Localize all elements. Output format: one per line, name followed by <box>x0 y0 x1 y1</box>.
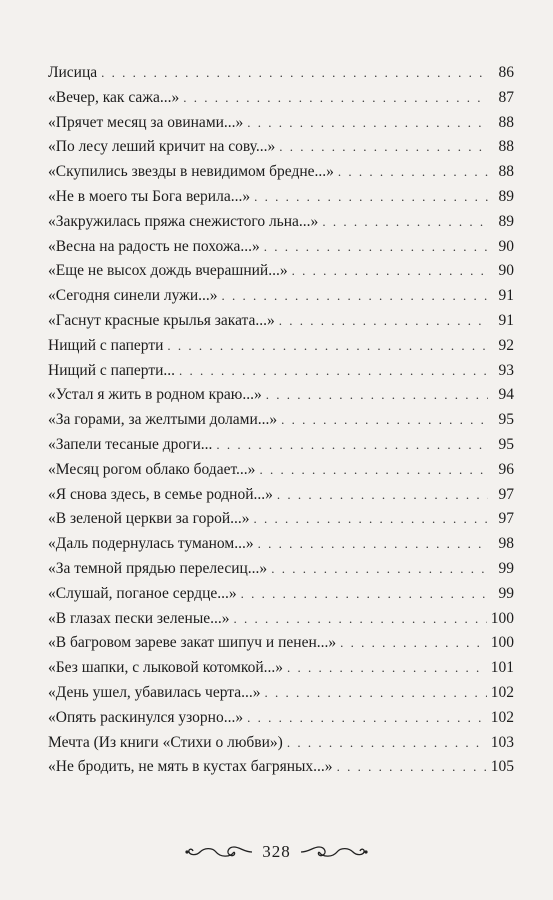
toc-entry <box>48 138 514 163</box>
toc-entry-page: 91 <box>498 287 514 305</box>
toc-entry-page: 90 <box>498 262 514 280</box>
dot-leader <box>183 90 488 106</box>
toc-entry-title: Нищий с паперти... <box>48 361 176 379</box>
dot-leader <box>101 65 488 81</box>
toc-entry-title: «Еще не высох дождь вчерашний...» <box>48 262 288 280</box>
toc-entry <box>48 461 514 486</box>
toc-entry-page: 96 <box>498 460 514 478</box>
dot-leader <box>167 338 488 354</box>
toc-entry <box>48 213 514 238</box>
toc-entry-page: 99 <box>498 559 514 577</box>
toc-entry <box>48 758 514 783</box>
toc-entry-title: «За темной прядью перелесиц...» <box>48 559 268 577</box>
toc-entry-title: «Сегодня синели лужи...» <box>48 287 218 305</box>
dot-leader <box>264 239 488 255</box>
scroll-flourish-icon <box>184 844 254 860</box>
dot-leader <box>271 561 488 577</box>
toc-entry <box>48 734 514 759</box>
toc-entry <box>48 634 514 659</box>
toc-entry-title: «Без шапки, с лыковой котомкой...» <box>48 659 284 677</box>
toc-entry-title: «В багровом зареве закат шипуч и пенен...» <box>48 634 337 652</box>
toc-entry-title: Лисица <box>48 64 98 81</box>
toc-entry-title: «День ушел, убавилась черта...» <box>48 683 261 701</box>
page-footer <box>0 842 553 862</box>
toc-entry <box>48 486 514 511</box>
dot-leader <box>234 611 487 627</box>
toc-entry-page: 88 <box>498 138 514 156</box>
toc-entry-title: «Я снова здесь, в семье родной...» <box>48 485 273 503</box>
toc-entry-page: 98 <box>498 535 514 553</box>
toc-entry-page: 95 <box>498 435 514 453</box>
toc-entry <box>48 238 514 263</box>
toc-entry <box>48 411 514 436</box>
table-of-contents <box>48 64 514 783</box>
toc-entry <box>48 684 514 709</box>
dot-leader <box>338 164 488 180</box>
dot-leader <box>287 660 487 676</box>
dot-leader <box>258 536 488 552</box>
toc-entry-title: «Опять раскинулся узорно...» <box>48 708 244 726</box>
dot-leader <box>222 288 488 304</box>
toc-entry-page: 105 <box>490 758 514 776</box>
toc-entry-page: 92 <box>498 336 514 354</box>
scroll-flourish-icon <box>299 844 369 860</box>
toc-entry <box>48 262 514 287</box>
toc-entry-title: «Весна на радость не похожа...» <box>48 237 260 255</box>
dot-leader <box>266 387 488 403</box>
toc-entry-title: «Прячет месяц за овинами...» <box>48 113 244 131</box>
toc-entry-title: «Не бродить, не мять в кустах багряных...» <box>48 758 333 776</box>
toc-entry-title: Мечта (Из книги «Стихи о любви») <box>48 733 283 751</box>
toc-entry-page: 100 <box>490 634 514 652</box>
toc-entry-title: «Запели тесаные дроги... <box>48 435 213 453</box>
dot-leader <box>241 586 488 602</box>
toc-entry-page: 103 <box>490 733 514 751</box>
dot-leader <box>216 437 488 453</box>
toc-entry <box>48 659 514 684</box>
toc-entry-page: 102 <box>490 683 514 701</box>
toc-entry-page: 87 <box>498 88 514 106</box>
toc-entry <box>48 64 514 89</box>
dot-leader <box>179 363 488 379</box>
dot-leader <box>264 685 486 701</box>
dot-leader <box>340 635 487 651</box>
toc-entry-page: 89 <box>498 187 514 205</box>
toc-entry-title: «Скупились звезды в невидимом бредне...» <box>48 163 334 181</box>
dot-leader <box>287 735 487 751</box>
toc-entry-page: 95 <box>498 411 514 429</box>
toc-entry <box>48 287 514 312</box>
dot-leader <box>279 313 488 329</box>
toc-entry-title: «Вечер, как сажа...» <box>48 88 180 106</box>
toc-entry <box>48 436 514 461</box>
toc-entry-page: 100 <box>490 609 514 627</box>
dot-leader <box>254 511 488 527</box>
toc-entry <box>48 312 514 337</box>
toc-entry-page: 88 <box>498 163 514 181</box>
dot-leader <box>279 139 488 155</box>
toc-entry <box>48 709 514 734</box>
toc-entry-title: «В глазах пески зеленые...» <box>48 609 230 627</box>
page-number: 328 <box>262 842 291 861</box>
toc-entry-title: «Гаснут красные крылья заката...» <box>48 311 275 329</box>
dot-leader <box>247 710 487 726</box>
toc-entry <box>48 163 514 188</box>
dot-leader <box>247 115 488 131</box>
toc-entry-page: 101 <box>490 659 514 677</box>
toc-entry <box>48 585 514 610</box>
dot-leader <box>292 263 488 279</box>
toc-entry-title: «По лесу леший кричит на сову...» <box>48 138 276 156</box>
toc-entry-title: «Не в моего ты Бога верила...» <box>48 187 251 205</box>
toc-entry-page: 102 <box>490 708 514 726</box>
dot-leader <box>254 189 488 205</box>
toc-entry-page: 99 <box>498 584 514 602</box>
toc-entry <box>48 362 514 387</box>
toc-entry-page: 94 <box>498 386 514 404</box>
toc-entry-page: 91 <box>498 311 514 329</box>
toc-entry <box>48 89 514 114</box>
toc-entry-title: «Слушай, поганое сердце...» <box>48 584 237 602</box>
dot-leader <box>281 412 488 428</box>
toc-entry-title: «В зеленой церкви за горой...» <box>48 510 250 528</box>
toc-entry-page: 97 <box>498 485 514 503</box>
toc-entry-page: 88 <box>498 113 514 131</box>
toc-entry-title: Нищий с паперти <box>48 336 164 354</box>
toc-entry <box>48 337 514 362</box>
toc-entry-page: 93 <box>498 361 514 379</box>
toc-entry-page: 89 <box>498 212 514 230</box>
toc-entry <box>48 560 514 585</box>
toc-entry <box>48 510 514 535</box>
toc-entry <box>48 386 514 411</box>
toc-entry-title: «Даль подернулась туманом...» <box>48 535 254 553</box>
toc-entry-page: 90 <box>498 237 514 255</box>
toc-entry-title: «За горами, за желтыми долами...» <box>48 411 278 429</box>
dot-leader <box>277 487 488 503</box>
dot-leader <box>322 214 488 230</box>
toc-entry-page: 97 <box>498 510 514 528</box>
toc-entry <box>48 610 514 635</box>
toc-entry-page: 86 <box>498 64 514 81</box>
dot-leader <box>259 462 488 478</box>
toc-entry <box>48 188 514 213</box>
toc-entry <box>48 114 514 139</box>
toc-entry-title: «Устал я жить в родном краю...» <box>48 386 262 404</box>
toc-entry <box>48 535 514 560</box>
toc-entry-title: «Месяц рогом облако бодает...» <box>48 460 256 478</box>
toc-entry-title: «Закружилась пряжа снежистого льна...» <box>48 212 319 230</box>
dot-leader <box>337 759 487 775</box>
